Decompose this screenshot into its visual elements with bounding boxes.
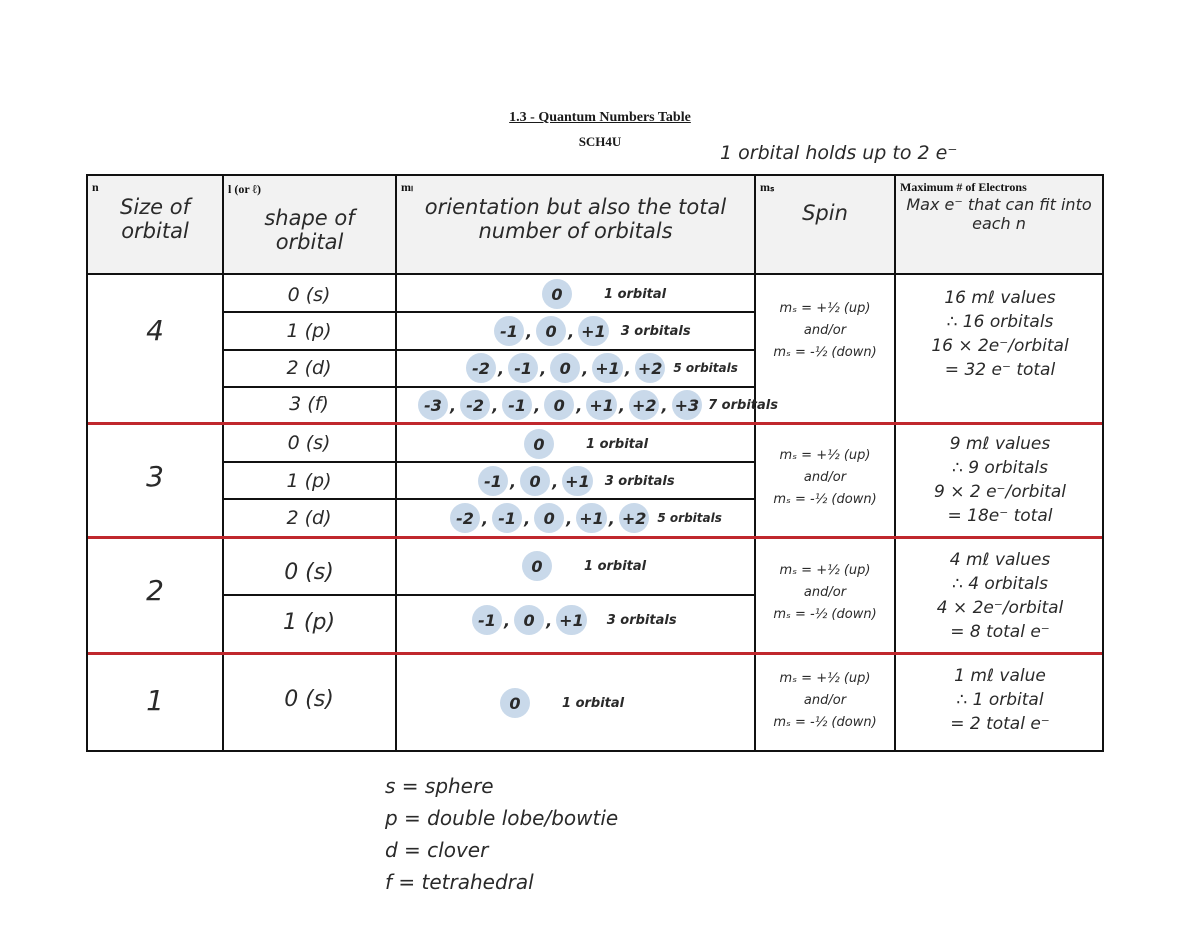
ml-value: -1 (502, 390, 532, 420)
spin-up: mₛ = +½ (up) (779, 301, 871, 316)
header-max-electrons-label: Maximum # of Electrons (900, 180, 1027, 194)
l-value: 3 (f) (289, 393, 329, 415)
ml-row: -2 , -1 , 0 , +1 , +2 5 orbitals (466, 351, 738, 385)
ml-row: -1 , 0 , +1 3 orbitals (472, 603, 677, 637)
group-separator (88, 652, 1102, 655)
ml-row (522, 549, 646, 583)
ml-row: -2 , -1 , 0 , +1 , +2 5 orbitals (450, 501, 722, 535)
header-n (88, 178, 222, 273)
ml-value: -1 (494, 316, 524, 346)
orbital-count: 1 orbital (586, 436, 649, 452)
max-line: = 2 total e⁻ (950, 714, 1050, 734)
n-value: 3 (146, 460, 164, 493)
spin-down: mₛ = -½ (down) (773, 715, 877, 730)
ml-value: +2 (635, 353, 666, 383)
ml-row (500, 686, 624, 720)
l-value: 2 (d) (286, 507, 332, 529)
header-max-electrons (896, 178, 1102, 273)
ml-value: 0 (544, 390, 574, 420)
ml-value: 0 (534, 503, 564, 533)
legend-item: s = sphere (385, 774, 494, 798)
ml-value: +2 (619, 503, 650, 533)
orbital-count: 5 orbitals (657, 511, 722, 525)
max-line: = 18e⁻ total (947, 506, 1053, 526)
orbital-count: 7 orbitals (708, 397, 778, 413)
max-line: 4 mℓ values (949, 550, 1051, 570)
l-value: 0 (s) (284, 687, 334, 712)
ml-value: 0 (520, 466, 550, 496)
ml-value: +3 (672, 390, 703, 420)
orbital-count: 5 orbitals (673, 361, 738, 375)
ml-value: -1 (478, 466, 508, 496)
orbital-count: 3 orbitals (604, 473, 675, 489)
orbital-count: 3 orbitals (606, 612, 677, 628)
max-line: 9 × 2 e⁻/orbital (934, 482, 1066, 502)
l-value: 0 (s) (287, 284, 331, 306)
max-line: ∴ 1 orbital (956, 690, 1044, 710)
ml-value: -1 (492, 503, 522, 533)
spin-cell (756, 298, 894, 364)
ml-value: -2 (466, 353, 496, 383)
ml-value: 0 (500, 688, 530, 718)
l-value: 0 (s) (287, 432, 331, 454)
header-ms (756, 178, 894, 273)
max-line: 16 mℓ values (944, 288, 1056, 308)
ml-value: +1 (592, 353, 623, 383)
max-line: = 8 total e⁻ (950, 622, 1050, 642)
ml-row: -3 , -2 , -1 , 0 , +1 , +2 , +3 7 orbitals (418, 388, 778, 422)
l-value: 1 (p) (282, 610, 336, 635)
spin-down: mₛ = -½ (down) (773, 492, 877, 507)
spin-up: mₛ = +½ (up) (779, 448, 871, 463)
orbital-count: 3 orbitals (620, 323, 691, 339)
max-electrons-cell (898, 664, 1102, 736)
n-value: 2 (146, 574, 164, 607)
header-ms-label: mₛ (760, 180, 775, 194)
orbital-count: 1 orbital (562, 695, 625, 711)
ml-value: -3 (418, 390, 448, 420)
ml-value: 0 (522, 551, 552, 581)
ml-value: +1 (578, 316, 609, 346)
n-value: 1 (146, 684, 164, 717)
max-line: ∴ 4 orbitals (951, 574, 1048, 594)
max-electrons-cell (898, 548, 1102, 644)
ml-value: -1 (508, 353, 538, 383)
spin-cell (756, 445, 894, 511)
spin-up: mₛ = +½ (up) (779, 563, 871, 578)
orbital-count: 1 orbital (604, 286, 667, 302)
max-electrons-cell (898, 432, 1102, 528)
spin-up: mₛ = +½ (up) (779, 671, 871, 686)
group-separator (88, 536, 1102, 539)
header-l (224, 178, 395, 273)
spin-down: mₛ = -½ (down) (773, 607, 877, 622)
spin-andor: and/or (803, 693, 847, 708)
l-value: 0 (s) (284, 560, 334, 585)
ml-value: 0 (542, 279, 572, 309)
max-line: 4 × 2e⁻/orbital (936, 598, 1064, 618)
max-line: ∴ 16 orbitals (946, 312, 1054, 332)
ml-row: -1 , 0 , +1 3 orbitals (494, 314, 691, 348)
handwritten-note: 1 orbital holds up to 2 e⁻ (720, 142, 958, 164)
ml-value: 0 (536, 316, 566, 346)
max-line: 9 mℓ values (949, 434, 1051, 454)
spin-andor: and/or (803, 585, 847, 600)
header-n-label: n (92, 180, 99, 194)
legend-item: p = double lobe/bowtie (385, 806, 619, 830)
shape-legend (385, 770, 618, 898)
ml-value: -2 (460, 390, 490, 420)
ml-value: +1 (562, 466, 593, 496)
ml-value: -1 (472, 605, 502, 635)
spin-cell (756, 560, 894, 626)
l-value: 1 (p) (286, 470, 332, 492)
ml-row (542, 277, 666, 311)
course-code: SCH4U (578, 134, 622, 149)
n-value: 4 (146, 314, 164, 347)
header-n-note: Size of orbital (119, 195, 191, 243)
ml-value: +1 (556, 605, 587, 635)
ml-row (524, 427, 648, 461)
max-electrons-cell (898, 286, 1102, 382)
header-ml-note: orientation but also the total number of orbitals (424, 195, 727, 243)
ml-row: -1 , 0 , +1 3 orbitals (478, 464, 675, 498)
ml-value: 0 (524, 429, 554, 459)
orbital-count: 1 orbital (584, 558, 647, 574)
spin-andor: and/or (803, 470, 847, 485)
max-line: ∴ 9 orbitals (951, 458, 1048, 478)
spin-andor: and/or (803, 323, 847, 338)
spin-cell (756, 668, 894, 734)
spin-down: mₛ = -½ (down) (773, 345, 877, 360)
ml-value: -2 (450, 503, 480, 533)
ml-value: 0 (550, 353, 580, 383)
ml-value: +1 (586, 390, 617, 420)
header-l-note: shape of orbital (264, 206, 355, 254)
max-line: = 32 e⁻ total (944, 360, 1056, 380)
header-l-label: l (or ℓ) (228, 182, 261, 196)
legend-item: d = clover (385, 838, 489, 862)
header-ml (397, 178, 754, 273)
header-max-electrons-note: Max e⁻ that can fit into each n (906, 195, 1092, 233)
ml-value: +1 (576, 503, 607, 533)
header-ms-note: Spin (802, 201, 848, 225)
page-title: 1.3 - Quantum Numbers Table (509, 110, 691, 125)
ml-value: 0 (514, 605, 544, 635)
group-separator (88, 422, 1102, 425)
max-line: 1 mℓ value (954, 666, 1046, 686)
header-ml-label: mₗ (401, 180, 413, 194)
max-line: 16 × 2e⁻/orbital (931, 336, 1069, 356)
ml-value: +2 (629, 390, 660, 420)
l-value: 2 (d) (286, 357, 332, 379)
legend-item: f = tetrahedral (385, 870, 534, 894)
l-value: 1 (p) (286, 320, 332, 342)
